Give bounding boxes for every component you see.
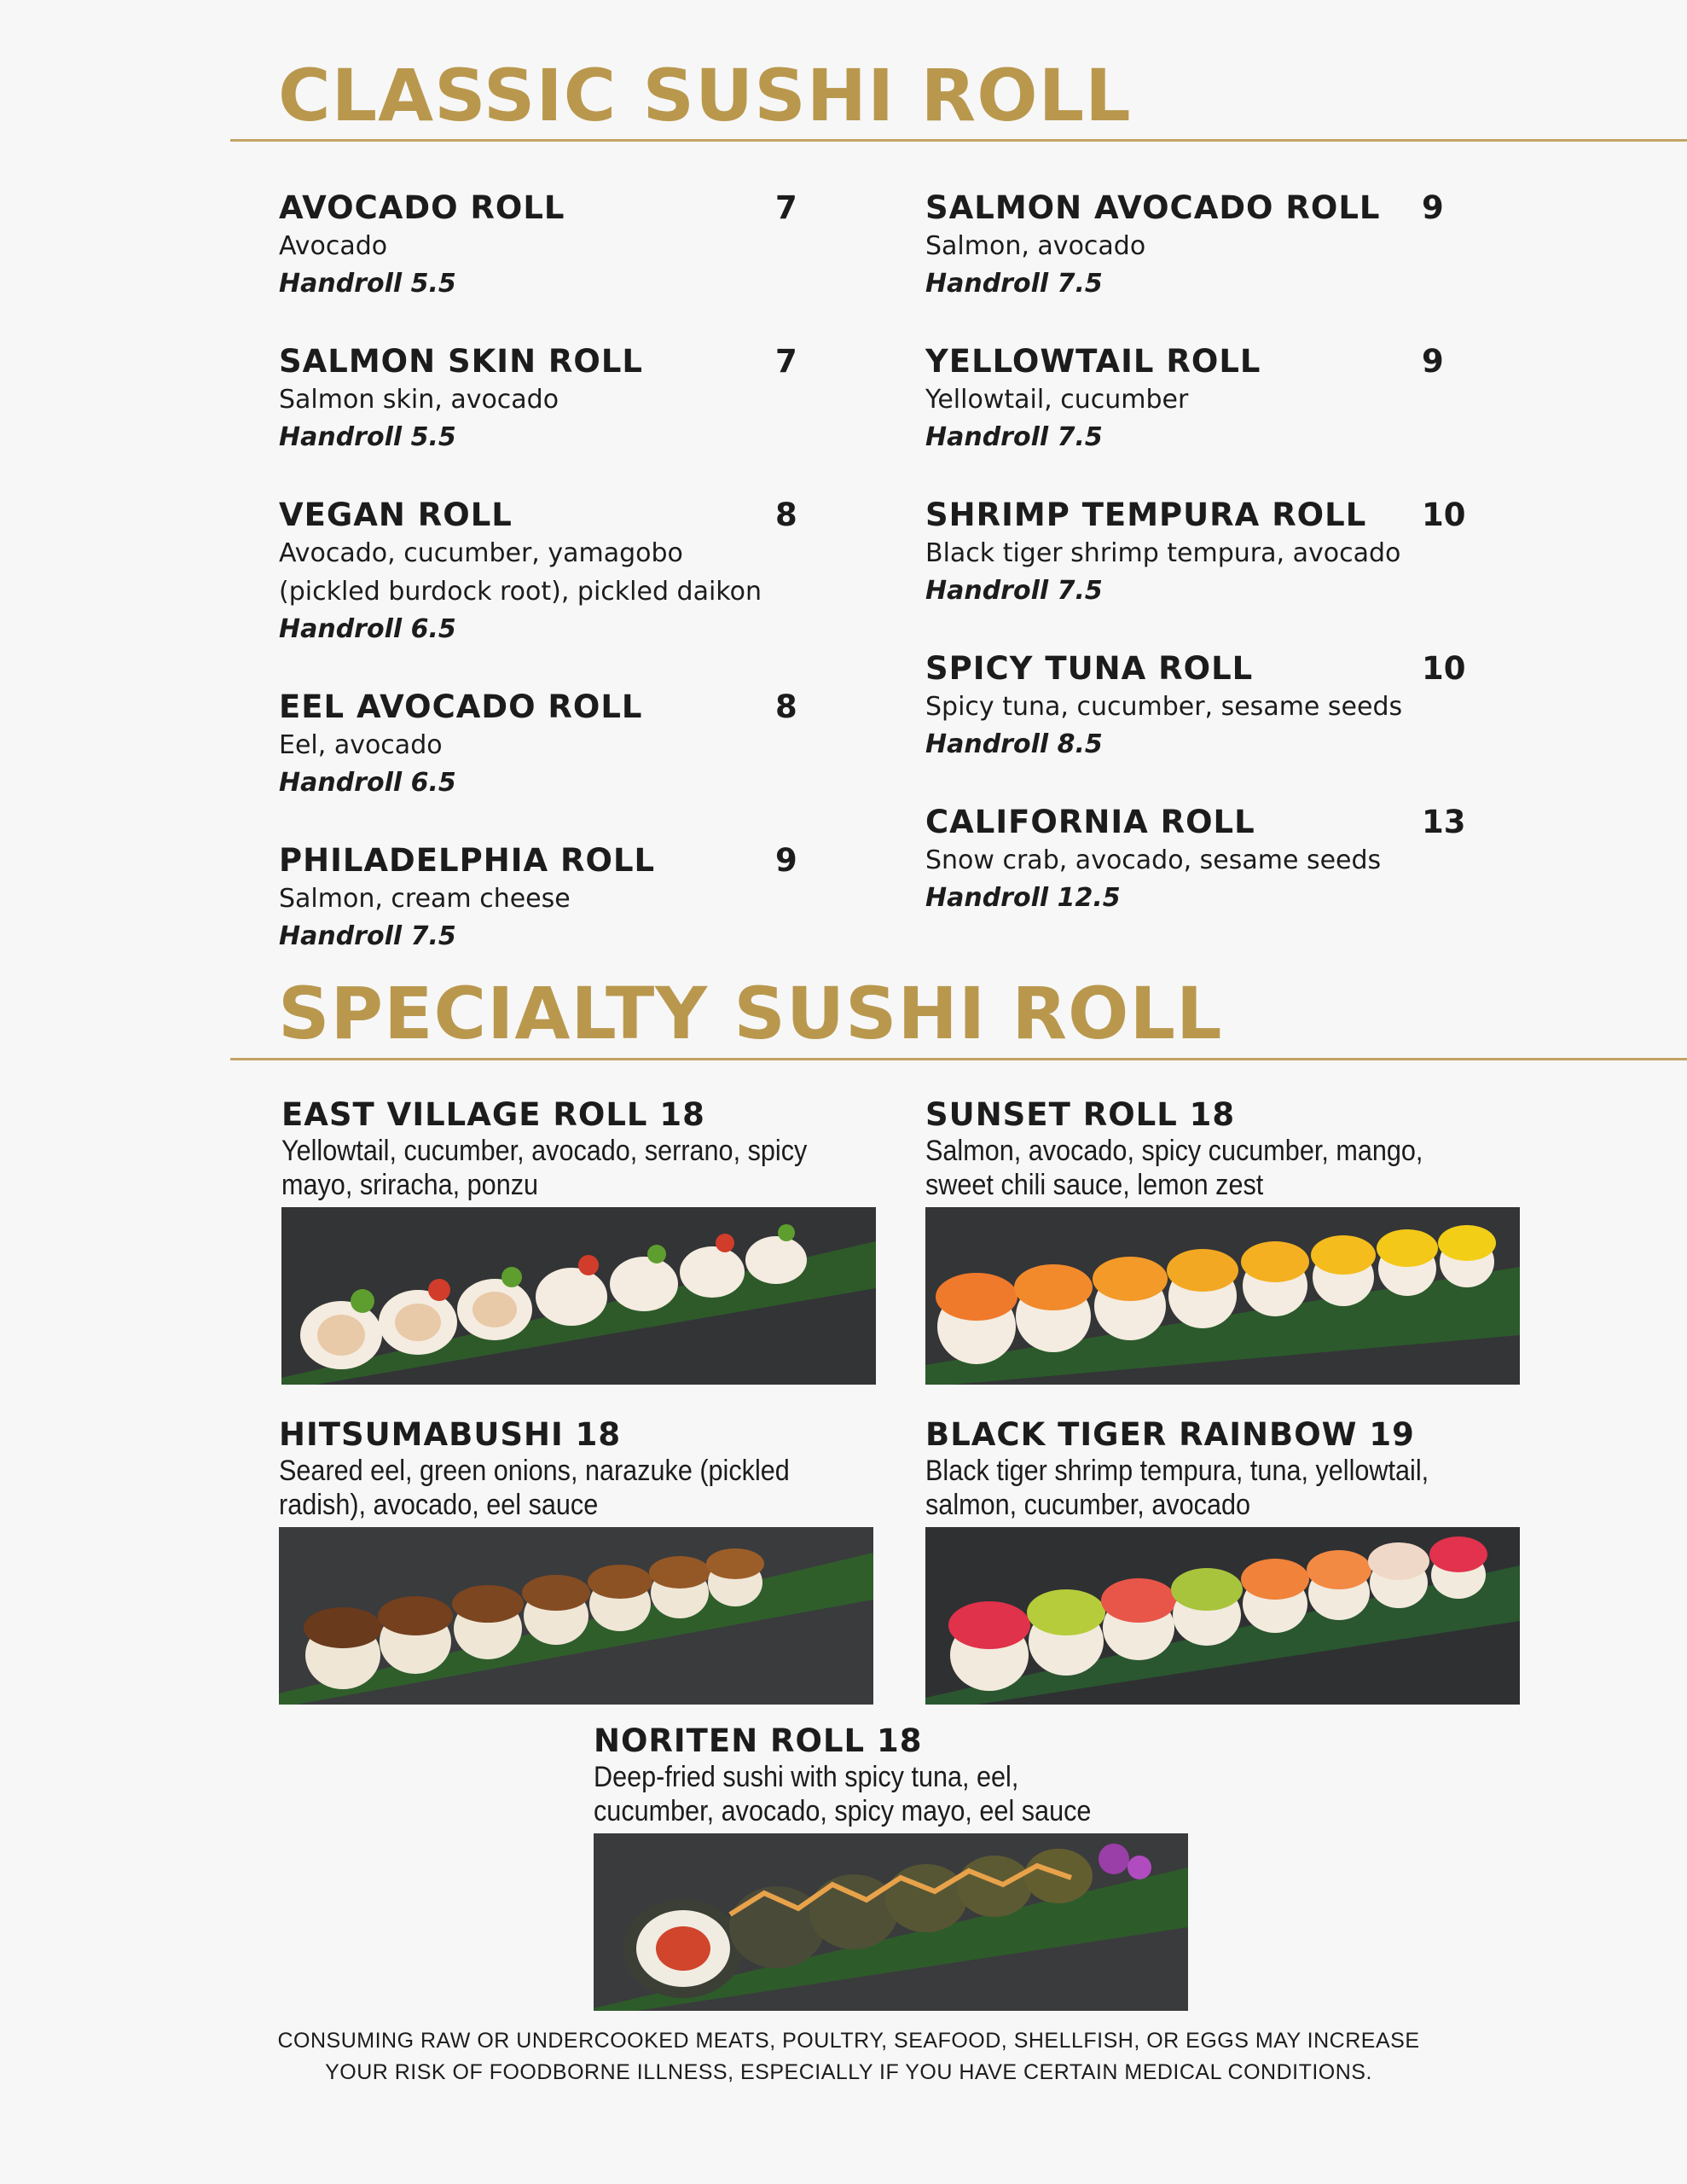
- item-name: VEGAN ROLL: [279, 497, 513, 533]
- item-description: Salmon skin, avocado: [279, 385, 559, 415]
- item-name: HITSUMABUSHI 18: [279, 1416, 622, 1453]
- item-price: 9: [775, 842, 797, 879]
- item-price: 7: [775, 189, 797, 226]
- item-description: Salmon, avocado: [925, 231, 1146, 261]
- item-description: Black tiger shrimp tempura, tuna, yellowtail, salmon, cucumber, avocado: [925, 1455, 1429, 1521]
- specialty-item: [925, 1096, 1522, 1385]
- menu-item: [925, 343, 1471, 456]
- item-name: SALMON SKIN ROLL: [279, 343, 644, 380]
- item-price: 10: [1422, 497, 1466, 533]
- item-handroll-price: Handroll 7.5: [925, 269, 1103, 299]
- item-price: 9: [1422, 189, 1444, 226]
- item-description: Avocado, cucumber, yamagobo (pickled burdock root), pickled daikon: [279, 538, 762, 607]
- item-description: Black tiger shrimp tempura, avocado: [925, 538, 1401, 568]
- item-description: Snow crab, avocado, sesame seeds: [925, 845, 1382, 875]
- item-name: NORITEN ROLL 18: [594, 1722, 923, 1759]
- item-price: 7: [775, 343, 797, 380]
- specialty-item: [594, 1722, 1191, 2011]
- item-name: SALMON AVOCADO ROLL: [925, 189, 1381, 226]
- item-description: Deep-fried sushi with spicy tuna, eel, cucumber, avocado, spicy mayo, eel sauce: [594, 1761, 1092, 1827]
- item-price: 13: [1422, 804, 1466, 840]
- item-handroll-price: Handroll 7.5: [279, 921, 456, 951]
- specialty-item: [281, 1096, 878, 1385]
- item-handroll-price: Handroll 5.5: [279, 422, 456, 452]
- menu-item: [925, 804, 1471, 917]
- item-handroll-price: Handroll 7.5: [925, 576, 1103, 606]
- item-name: SUNSET ROLL 18: [925, 1096, 1236, 1133]
- item-description: Eel, avocado: [279, 730, 443, 760]
- item-price: 9: [1422, 343, 1444, 380]
- item-description: Yellowtail, cucumber, avocado, serrano, spicy mayo, sriracha, ponzu: [281, 1135, 808, 1201]
- item-handroll-price: Handroll 6.5: [279, 768, 456, 798]
- item-description: Spicy tuna, cucumber, sesame seeds: [925, 692, 1403, 722]
- item-name: YELLOWTAIL ROLL: [925, 343, 1261, 380]
- menu-item: [279, 343, 808, 456]
- item-description: Salmon, avocado, spicy cucumber, mango, sweet chili sauce, lemon zest: [925, 1135, 1423, 1201]
- item-description: Salmon, cream cheese: [279, 884, 571, 914]
- item-description: Yellowtail, cucumber: [925, 385, 1189, 415]
- sushi-roll-photo: [925, 1207, 1520, 1385]
- menu-item: [279, 688, 808, 802]
- menu-item: [925, 497, 1471, 610]
- sushi-roll-photo: [594, 1833, 1188, 2011]
- sushi-roll-photo: [281, 1207, 876, 1385]
- item-handroll-price: Handroll 7.5: [925, 422, 1103, 452]
- item-handroll-price: Handroll 12.5: [925, 883, 1121, 913]
- item-price: 8: [775, 497, 797, 533]
- menu-item: [925, 189, 1471, 303]
- item-handroll-price: Handroll 5.5: [279, 269, 456, 299]
- menu-item: [925, 650, 1471, 764]
- classic-section-divider: [230, 139, 1687, 142]
- item-name: CALIFORNIA ROLL: [925, 804, 1255, 840]
- menu-item: [279, 842, 808, 956]
- classic-left-column: [279, 189, 808, 956]
- menu-item: [279, 189, 808, 303]
- specialty-item: [925, 1416, 1522, 1705]
- sushi-roll-photo: [279, 1527, 873, 1705]
- specialty-section-divider: [230, 1058, 1687, 1060]
- item-name: PHILADELPHIA ROLL: [279, 842, 656, 879]
- item-description: Avocado: [279, 231, 388, 261]
- item-price: 8: [775, 688, 797, 725]
- item-description: Seared eel, green onions, narazuke (pickled radish), avocado, eel sauce: [279, 1455, 790, 1521]
- menu-item: [279, 497, 808, 648]
- classic-section-title: CLASSIC SUSHI ROLL: [278, 54, 1132, 137]
- item-name: BLACK TIGER RAINBOW 19: [925, 1416, 1415, 1453]
- item-name: EEL AVOCADO ROLL: [279, 688, 643, 725]
- item-price: 10: [1422, 650, 1466, 687]
- item-name: SHRIMP TEMPURA ROLL: [925, 497, 1367, 533]
- item-name: EAST VILLAGE ROLL 18: [281, 1096, 705, 1133]
- item-name: SPICY TUNA ROLL: [925, 650, 1254, 687]
- food-safety-disclaimer: CONSUMING RAW OR UNDERCOOKED MEATS, POULTRY, SEAFOOD, SHELLFISH, OR EGGS MAY INCREASE YOUR RISK OF FOODBORNE ILLNESS, ESPECIALLY IF YOU HAVE CERTAIN MEDICAL CONDITIONS.: [277, 2029, 1420, 2084]
- specialty-section-title: SPECIALTY SUSHI ROLL: [278, 972, 1223, 1055]
- item-handroll-price: Handroll 6.5: [279, 614, 456, 644]
- classic-right-column: [925, 189, 1471, 917]
- item-handroll-price: Handroll 8.5: [925, 729, 1103, 759]
- specialty-item: [279, 1416, 876, 1705]
- sushi-roll-photo: [925, 1527, 1520, 1705]
- item-name: AVOCADO ROLL: [279, 189, 565, 226]
